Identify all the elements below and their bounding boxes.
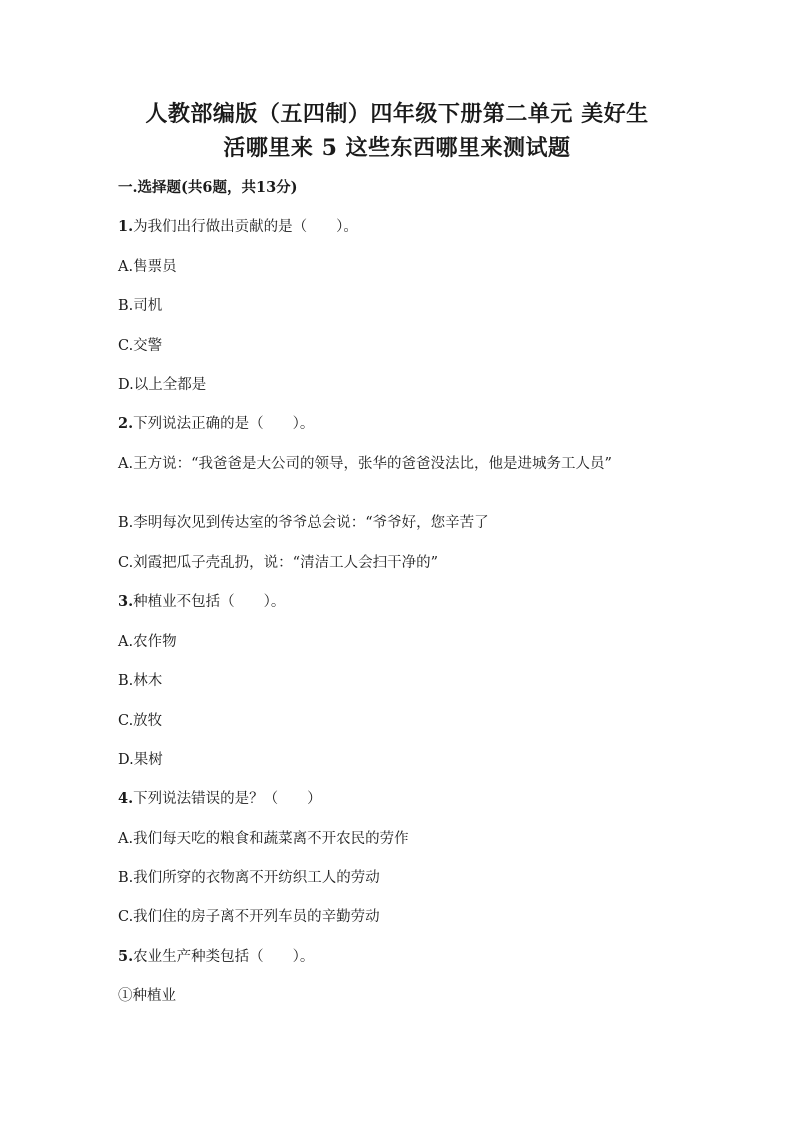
question-number: 1. bbox=[118, 218, 134, 235]
option-3c: C.放牧 bbox=[118, 713, 163, 729]
document-title-line-2: 活哪里来 5 这些东西哪里来测试题 bbox=[223, 135, 571, 161]
question-number: 3. bbox=[118, 593, 134, 610]
option-4b: B.我们所穿的衣物离不开纺织工人的劳动 bbox=[118, 870, 380, 886]
option-3a: A.农作物 bbox=[118, 634, 177, 650]
question-text: 为我们出行做出贡献的是（ ）。 bbox=[133, 219, 358, 235]
option-1a: A.售票员 bbox=[118, 259, 177, 275]
question-number: 4. bbox=[118, 790, 134, 807]
question-text: 农业生产种类包括（ ）。 bbox=[133, 949, 315, 965]
option-2a: A.王方说：“我爸爸是大公司的领导，张华的爸爸没法比，他是进城务工人员” bbox=[118, 456, 612, 472]
option-1c: C.交警 bbox=[118, 338, 163, 354]
question-number: 5. bbox=[118, 948, 134, 965]
question-text: 下列说法错误的是？（ ） bbox=[133, 791, 322, 807]
option-2c: C.刘霞把瓜子壳乱扔，说：“清洁工人会扫干净的” bbox=[118, 555, 439, 571]
option-3b: B.林木 bbox=[118, 673, 163, 689]
option-1d: D.以上全都是 bbox=[118, 377, 207, 393]
option-1b: B.司机 bbox=[118, 298, 163, 314]
question-2 bbox=[118, 414, 678, 434]
document-title-line-1: 人教部编版（五四制）四年级下册第二单元 美好生 bbox=[145, 101, 649, 127]
option-4c: C.我们住的房子离不开列车员的辛勤劳动 bbox=[118, 909, 380, 925]
option-2b: B.李明每次见到传达室的爷爷总会说：“爷爷好，您辛苦了 bbox=[118, 515, 489, 531]
question-text: 下列说法正确的是（ ）。 bbox=[133, 416, 315, 432]
question-5 bbox=[118, 947, 678, 967]
section-heading: 一.选择题(共6题，共13分) bbox=[118, 179, 298, 196]
option-5-1: ①种植业 bbox=[118, 988, 176, 1004]
question-3 bbox=[118, 592, 678, 612]
question-4 bbox=[118, 789, 678, 809]
option-4a: A.我们每天吃的粮食和蔬菜离不开农民的劳作 bbox=[118, 831, 409, 847]
question-text: 种植业不包括（ ）。 bbox=[133, 594, 286, 610]
question-1 bbox=[118, 217, 678, 237]
option-3d: D.果树 bbox=[118, 752, 163, 768]
question-number: 2. bbox=[118, 415, 134, 432]
